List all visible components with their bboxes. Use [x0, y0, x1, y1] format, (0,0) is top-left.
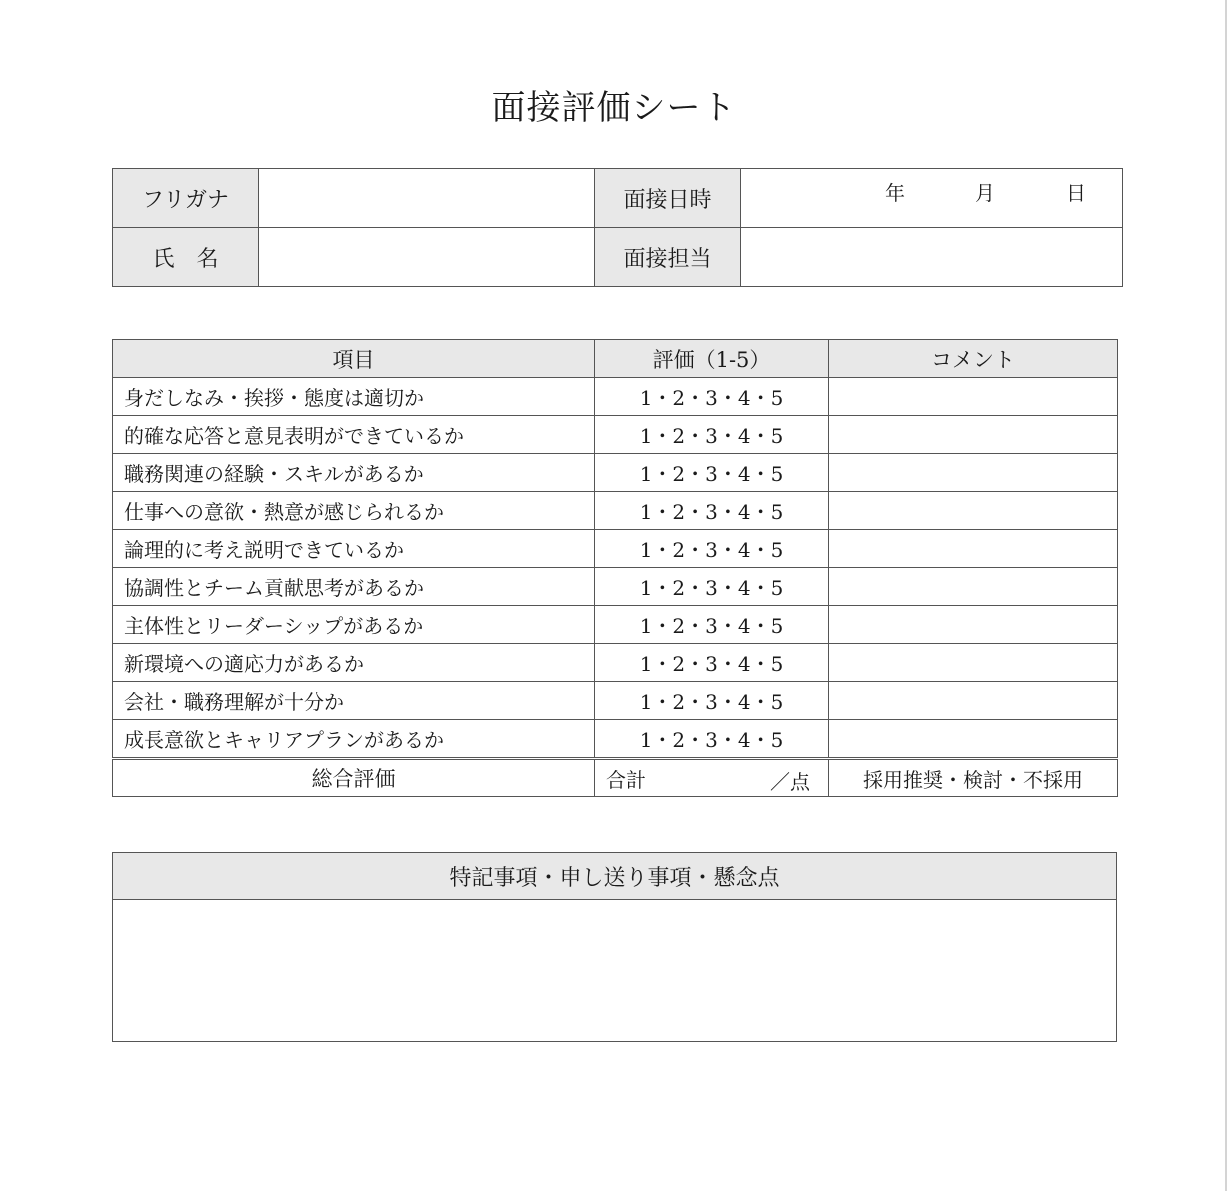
table-row [113, 530, 1118, 568]
furigana-field[interactable] [259, 169, 595, 228]
comment-column-header: コメント [829, 340, 1118, 378]
score-options[interactable]: 1・2・3・4・5 [595, 416, 829, 454]
comment-field[interactable] [829, 454, 1118, 492]
table-row [113, 568, 1118, 606]
comment-field[interactable] [829, 644, 1118, 682]
comment-field[interactable] [829, 606, 1118, 644]
score-options[interactable]: 1・2・3・4・5 [595, 492, 829, 530]
table-row [113, 606, 1118, 644]
interview-date-field[interactable] [741, 169, 1123, 228]
table-row [113, 644, 1118, 682]
points-label: ／点 [770, 770, 810, 794]
item-column-header: 項目 [113, 340, 595, 378]
comment-field[interactable] [829, 492, 1118, 530]
page-edge [1225, 0, 1227, 1191]
score-options[interactable]: 1・2・3・4・5 [595, 682, 829, 720]
comment-field[interactable] [829, 720, 1118, 759]
criterion-label: 協調性とチーム貢献思考があるか [113, 568, 595, 606]
interviewer-field[interactable] [741, 228, 1123, 287]
interviewer-label: 面接担当 [595, 228, 741, 287]
notes-field[interactable] [113, 900, 1117, 1042]
score-options[interactable]: 1・2・3・4・5 [595, 530, 829, 568]
criterion-label: 成長意欲とキャリアプランがあるか [113, 720, 595, 759]
comment-field[interactable] [829, 378, 1118, 416]
sum-label: 合計 [606, 767, 646, 792]
furigana-label: フリガナ [113, 169, 259, 228]
total-row [113, 759, 1118, 797]
year-label: 年 [885, 181, 905, 205]
score-options[interactable]: 1・2・3・4・5 [595, 378, 829, 416]
evaluation-table [112, 339, 1118, 797]
criterion-label: 主体性とリーダーシップがあるか [113, 606, 595, 644]
table-row [113, 682, 1118, 720]
interview-date-label: 面接日時 [595, 169, 741, 228]
hiring-decision-options[interactable]: 採用推奨・検討・不採用 [829, 759, 1118, 797]
table-row [113, 454, 1118, 492]
notes-table [112, 852, 1117, 1042]
criterion-label: 的確な応答と意見表明ができているか [113, 416, 595, 454]
table-row [113, 378, 1118, 416]
comment-field[interactable] [829, 530, 1118, 568]
score-options[interactable]: 1・2・3・4・5 [595, 720, 829, 759]
score-options[interactable]: 1・2・3・4・5 [595, 606, 829, 644]
score-column-header: 評価（1-5） [595, 340, 829, 378]
name-label: 氏 名 [113, 228, 259, 287]
day-label: 日 [1066, 181, 1086, 205]
comment-field[interactable] [829, 416, 1118, 454]
table-row [113, 720, 1118, 759]
criterion-label: 仕事への意欲・熱意が感じられるか [113, 492, 595, 530]
score-options[interactable]: 1・2・3・4・5 [595, 568, 829, 606]
month-label: 月 [975, 181, 995, 205]
notes-header: 特記事項・申し送り事項・懸念点 [113, 853, 1117, 900]
overall-evaluation-label: 総合評価 [113, 759, 595, 797]
criterion-label: 新環境への適応力があるか [113, 644, 595, 682]
criterion-label: 身だしなみ・挨拶・態度は適切か [113, 378, 595, 416]
criterion-label: 会社・職務理解が十分か [113, 682, 595, 720]
comment-field[interactable] [829, 568, 1118, 606]
table-row [113, 492, 1118, 530]
score-options[interactable]: 1・2・3・4・5 [595, 644, 829, 682]
criterion-label: 論理的に考え説明できているか [113, 530, 595, 568]
table-row [113, 416, 1118, 454]
total-score-field[interactable] [595, 759, 829, 797]
name-field[interactable] [259, 228, 595, 287]
comment-field[interactable] [829, 682, 1118, 720]
applicant-info-table [112, 168, 1123, 287]
criterion-label: 職務関連の経験・スキルがあるか [113, 454, 595, 492]
page-title: 面接評価シート [491, 88, 737, 128]
score-options[interactable]: 1・2・3・4・5 [595, 454, 829, 492]
